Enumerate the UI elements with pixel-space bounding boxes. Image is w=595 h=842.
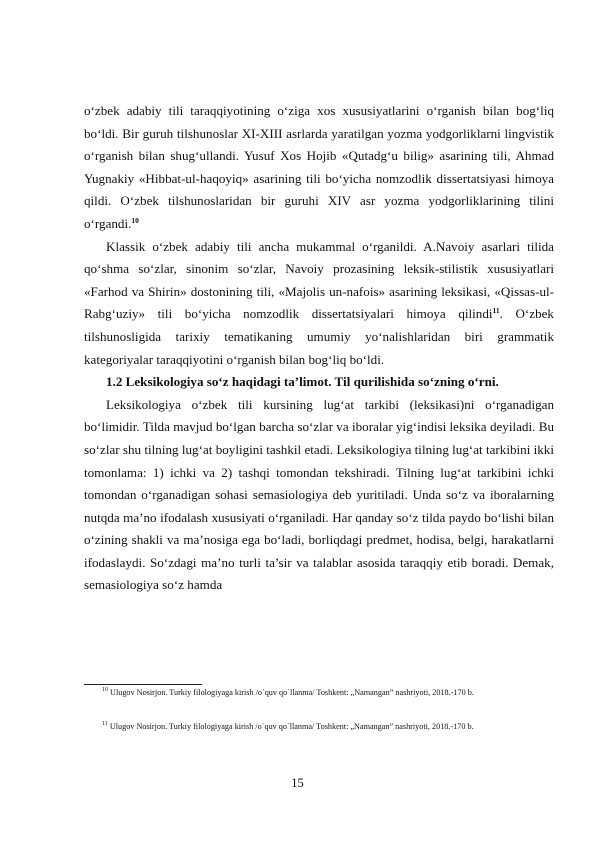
page-body — [84, 100, 554, 597]
footnote-number: 11 — [102, 721, 108, 727]
paragraph-1 — [84, 100, 554, 236]
footnote-separator — [84, 684, 202, 685]
footnote-text: Ulugov Nosirjon. Turkiy filologiyaga kirish /o`quv qo`llanma/ Toshkent: „Namangan” nashriyoti, 2018.-170 b. — [109, 722, 474, 731]
footnote-text: Ulugov Nosirjon. Turkiy filologiyaga kirish /o`quv qo`llanma/ Toshkent: „Namangan” nashriyoti, 2018.-170 b. — [110, 688, 474, 697]
paragraph-2 — [84, 236, 554, 372]
paragraph-2-text-b: . O‘zbek tilshunosligida tarixiy tematikaning umumiy yo‘nalishlaridan biri grammatik kategoriyalar taraqqiyotini o‘rganish bilan bog‘liq bo‘ldi. — [84, 306, 554, 367]
page-number: 15 — [291, 776, 304, 790]
footnote-number: 10 — [102, 687, 108, 693]
section-heading: 1.2 Leksikologiya so‘z haqidagi ta’limot. Til qurilishida so‘zning o‘rni. — [106, 374, 499, 390]
paragraph-2-text-a: Klassik o‘zbek adabiy tili ancha mukammal o‘rganildi. A.Navoiy asarlari tilida qo‘shma so‘zlar, sinonim so‘zlar, Navoiy prozasining leksik-stilistik xususiyatlari «Farhod va Shirin» dostonining tili, «Majolis un-nafois» asarining leksikasi, «Qissas-ul-Rabg‘uziy» tili bo‘yicha nomzodlik dissertatsiyalari himoya qilindi — [84, 238, 554, 322]
footnote-11 — [102, 722, 562, 732]
paragraph-3-text: Leksikologiya o‘zbek tili kursining lug‘at tarkibi (leksikasi)ni o‘rganadigan bo‘limidir. Tilda mavjud bo‘lgan barcha so‘zlar va iboralar yig‘indisi leksika deyiladi. Bu so‘zlar shu tilning lug‘at boyligini tashkil etadi. Leksikologiya tilning lug‘at tarkibini ikki tomonlama: 1) ichki va 2) tashqi tomondan tekshiradi. Tilning lug‘at tarkibini ichki tomondan o‘rganadigan sohasi semasiologiya deb yuritiladi. Unda so‘z va iboralarning nutqda ma’no ifodalash xususiyati o‘rganiladi. Har qanday so‘z tilda paydo bo‘lishi bilan o‘zining shakli va ma’nosiga ega bo‘ladi, borliqdagi predmet, hodisa, belgi, harakatlarni ifodaslaydi. So‘zdagi ma’no turli ta’sir va talablar asosida taraqqiy etib boradi. Demak, semasiologiya so‘z hamda — [84, 396, 554, 593]
paragraph-3 — [84, 394, 554, 597]
footnote-ref-10[interactable]: 10 — [131, 215, 139, 225]
paragraph-1-text: o‘zbek adabiy tili taraqqiyotining o‘ziga xos xususiyatlarini o‘rganish bilan bog‘liq bo‘ldi. Bir guruh tilshunoslar XI-XIII asrlarda yaratilgan yozma yodgorliklarni lingvistik o‘rganish bilan shug‘ullandi. Yusuf Xos Hojib «Qutadg‘u bilig» asarining tili, Ahmad Yugnakiy «Hibbat-ul-haqoyiq» asarining tili bo‘yicha nomzodlik dissertatsiyasi himoya qildi. O‘zbek tilshunoslaridan bir guruhi XIV asr yozma yodgorliklarining tilini o‘rgandi. — [84, 103, 554, 231]
footnote-ref-11[interactable]: 11 — [492, 306, 500, 316]
footnote-10 — [102, 688, 562, 698]
